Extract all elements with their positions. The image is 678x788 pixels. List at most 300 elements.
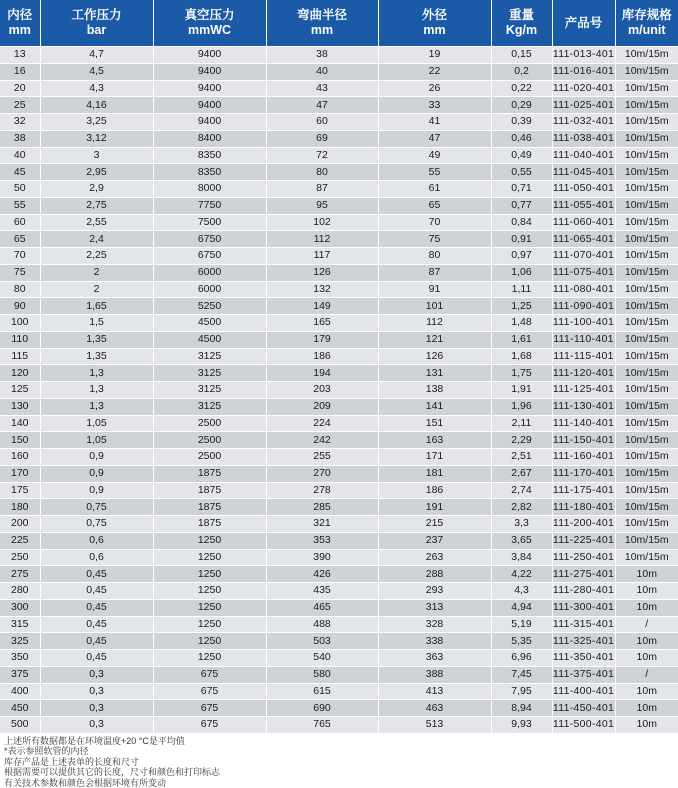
cell-stock-spec: 10m/15m bbox=[615, 449, 678, 466]
cell-product-code: 111-160-401 bbox=[552, 449, 615, 466]
table-row bbox=[0, 181, 678, 198]
cell-outer-diameter: 463 bbox=[378, 700, 491, 717]
table-row bbox=[0, 398, 678, 415]
cell-working-pressure: 1,05 bbox=[40, 432, 153, 449]
cell-vacuum-pressure: 2500 bbox=[153, 432, 266, 449]
cell-vacuum-pressure: 675 bbox=[153, 700, 266, 717]
cell-outer-diameter: 126 bbox=[378, 348, 491, 365]
cell-outer-diameter: 19 bbox=[378, 47, 491, 64]
cell-bend-radius: 95 bbox=[266, 197, 378, 214]
cell-bend-radius: 132 bbox=[266, 281, 378, 298]
table-row bbox=[0, 164, 678, 181]
cell-vacuum-pressure: 8000 bbox=[153, 181, 266, 198]
cell-weight: 0,84 bbox=[491, 214, 552, 231]
cell-bend-radius: 165 bbox=[266, 315, 378, 332]
cell-weight: 0,97 bbox=[491, 248, 552, 265]
cell-product-code: 111-450-401 bbox=[552, 700, 615, 717]
cell-working-pressure: 1,65 bbox=[40, 298, 153, 315]
cell-product-code: 111-013-401 bbox=[552, 47, 615, 64]
cell-stock-spec: 10m/15m bbox=[615, 164, 678, 181]
cell-bend-radius: 112 bbox=[266, 231, 378, 248]
cell-inner-diameter: 180 bbox=[0, 499, 40, 516]
cell-working-pressure: 0,9 bbox=[40, 465, 153, 482]
cell-weight: 0,71 bbox=[491, 181, 552, 198]
table-row bbox=[0, 80, 678, 97]
cell-outer-diameter: 26 bbox=[378, 80, 491, 97]
cell-bend-radius: 285 bbox=[266, 499, 378, 516]
table-row bbox=[0, 516, 678, 533]
cell-outer-diameter: 263 bbox=[378, 549, 491, 566]
table-row bbox=[0, 717, 678, 733]
cell-weight: 1,48 bbox=[491, 315, 552, 332]
cell-working-pressure: 2,75 bbox=[40, 197, 153, 214]
cell-working-pressure: 0,9 bbox=[40, 449, 153, 466]
cell-outer-diameter: 388 bbox=[378, 666, 491, 683]
cell-inner-diameter: 175 bbox=[0, 482, 40, 499]
cell-working-pressure: 1,3 bbox=[40, 382, 153, 399]
header-product-code: 产品号 bbox=[552, 0, 615, 47]
cell-inner-diameter: 150 bbox=[0, 432, 40, 449]
cell-weight: 2,51 bbox=[491, 449, 552, 466]
table-row bbox=[0, 214, 678, 231]
cell-vacuum-pressure: 8350 bbox=[153, 164, 266, 181]
cell-vacuum-pressure: 7750 bbox=[153, 197, 266, 214]
cell-stock-spec: 10m/15m bbox=[615, 130, 678, 147]
cell-vacuum-pressure: 4500 bbox=[153, 315, 266, 332]
cell-vacuum-pressure: 1250 bbox=[153, 566, 266, 583]
table-header bbox=[0, 0, 678, 47]
cell-inner-diameter: 55 bbox=[0, 197, 40, 214]
cell-weight: 0,49 bbox=[491, 147, 552, 164]
cell-product-code: 111-055-401 bbox=[552, 197, 615, 214]
cell-inner-diameter: 75 bbox=[0, 264, 40, 281]
cell-weight: 1,11 bbox=[491, 281, 552, 298]
cell-outer-diameter: 22 bbox=[378, 63, 491, 80]
cell-inner-diameter: 20 bbox=[0, 80, 40, 97]
cell-stock-spec: 10m/15m bbox=[615, 63, 678, 80]
cell-vacuum-pressure: 7500 bbox=[153, 214, 266, 231]
cell-weight: 0,91 bbox=[491, 231, 552, 248]
table-row bbox=[0, 532, 678, 549]
cell-vacuum-pressure: 9400 bbox=[153, 114, 266, 131]
cell-vacuum-pressure: 6750 bbox=[153, 231, 266, 248]
cell-bend-radius: 503 bbox=[266, 633, 378, 650]
cell-outer-diameter: 313 bbox=[378, 599, 491, 616]
cell-inner-diameter: 38 bbox=[0, 130, 40, 147]
cell-working-pressure: 0,6 bbox=[40, 532, 153, 549]
cell-weight: 1,75 bbox=[491, 365, 552, 382]
table-row bbox=[0, 599, 678, 616]
cell-stock-spec: 10m/15m bbox=[615, 348, 678, 365]
cell-inner-diameter: 200 bbox=[0, 516, 40, 533]
cell-bend-radius: 149 bbox=[266, 298, 378, 315]
table-row bbox=[0, 666, 678, 683]
cell-vacuum-pressure: 1250 bbox=[153, 633, 266, 650]
cell-bend-radius: 102 bbox=[266, 214, 378, 231]
cell-vacuum-pressure: 1250 bbox=[153, 599, 266, 616]
cell-product-code: 111-065-401 bbox=[552, 231, 615, 248]
cell-bend-radius: 540 bbox=[266, 650, 378, 667]
cell-bend-radius: 321 bbox=[266, 516, 378, 533]
cell-inner-diameter: 275 bbox=[0, 566, 40, 583]
cell-working-pressure: 2,95 bbox=[40, 164, 153, 181]
cell-stock-spec: 10m/15m bbox=[615, 398, 678, 415]
header-outer-diameter: 外径 mm bbox=[378, 0, 491, 47]
cell-inner-diameter: 500 bbox=[0, 717, 40, 733]
cell-bend-radius: 435 bbox=[266, 583, 378, 600]
cell-inner-diameter: 60 bbox=[0, 214, 40, 231]
cell-vacuum-pressure: 1250 bbox=[153, 650, 266, 667]
table-row bbox=[0, 700, 678, 717]
cell-inner-diameter: 120 bbox=[0, 365, 40, 382]
cell-stock-spec: 10m/15m bbox=[615, 114, 678, 131]
cell-working-pressure: 0,45 bbox=[40, 650, 153, 667]
cell-vacuum-pressure: 8350 bbox=[153, 147, 266, 164]
cell-product-code: 111-315-401 bbox=[552, 616, 615, 633]
cell-bend-radius: 242 bbox=[266, 432, 378, 449]
cell-vacuum-pressure: 3125 bbox=[153, 348, 266, 365]
cell-inner-diameter: 45 bbox=[0, 164, 40, 181]
cell-stock-spec: 10m/15m bbox=[615, 315, 678, 332]
cell-weight: 0,29 bbox=[491, 97, 552, 114]
cell-product-code: 111-120-401 bbox=[552, 365, 615, 382]
cell-bend-radius: 255 bbox=[266, 449, 378, 466]
table-row bbox=[0, 315, 678, 332]
cell-outer-diameter: 91 bbox=[378, 281, 491, 298]
cell-bend-radius: 426 bbox=[266, 566, 378, 583]
cell-vacuum-pressure: 9400 bbox=[153, 47, 266, 64]
cell-working-pressure: 0,3 bbox=[40, 683, 153, 700]
table-row bbox=[0, 231, 678, 248]
cell-product-code: 111-170-401 bbox=[552, 465, 615, 482]
cell-product-code: 111-180-401 bbox=[552, 499, 615, 516]
cell-stock-spec: 10m/15m bbox=[615, 432, 678, 449]
cell-working-pressure: 0,3 bbox=[40, 666, 153, 683]
cell-working-pressure: 0,45 bbox=[40, 583, 153, 600]
cell-product-code: 111-016-401 bbox=[552, 63, 615, 80]
table-row bbox=[0, 248, 678, 265]
cell-stock-spec: 10m bbox=[615, 583, 678, 600]
cell-weight: 1,06 bbox=[491, 264, 552, 281]
cell-bend-radius: 270 bbox=[266, 465, 378, 482]
cell-inner-diameter: 450 bbox=[0, 700, 40, 717]
cell-weight: 0,15 bbox=[491, 47, 552, 64]
cell-bend-radius: 278 bbox=[266, 482, 378, 499]
header-stock-spec: 库存规格 m/unit bbox=[615, 0, 678, 47]
cell-weight: 5,19 bbox=[491, 616, 552, 633]
cell-product-code: 111-250-401 bbox=[552, 549, 615, 566]
cell-working-pressure: 1,05 bbox=[40, 415, 153, 432]
cell-outer-diameter: 47 bbox=[378, 130, 491, 147]
table-row bbox=[0, 114, 678, 131]
cell-inner-diameter: 50 bbox=[0, 181, 40, 198]
cell-stock-spec: 10m/15m bbox=[615, 281, 678, 298]
cell-stock-spec: 10m/15m bbox=[615, 264, 678, 281]
cell-working-pressure: 0,45 bbox=[40, 566, 153, 583]
cell-outer-diameter: 141 bbox=[378, 398, 491, 415]
cell-bend-radius: 203 bbox=[266, 382, 378, 399]
cell-weight: 6,96 bbox=[491, 650, 552, 667]
table-row bbox=[0, 432, 678, 449]
cell-inner-diameter: 16 bbox=[0, 63, 40, 80]
table-row bbox=[0, 331, 678, 348]
cell-working-pressure: 3,25 bbox=[40, 114, 153, 131]
header-inner-diameter: 内径 mm bbox=[0, 0, 40, 47]
cell-working-pressure: 2,9 bbox=[40, 181, 153, 198]
cell-working-pressure: 4,7 bbox=[40, 47, 153, 64]
table-row bbox=[0, 482, 678, 499]
cell-vacuum-pressure: 6000 bbox=[153, 281, 266, 298]
cell-vacuum-pressure: 8400 bbox=[153, 130, 266, 147]
cell-stock-spec: 10m bbox=[615, 566, 678, 583]
cell-stock-spec: 10m bbox=[615, 683, 678, 700]
cell-bend-radius: 80 bbox=[266, 164, 378, 181]
cell-product-code: 111-110-401 bbox=[552, 331, 615, 348]
cell-working-pressure: 3 bbox=[40, 147, 153, 164]
cell-working-pressure: 2,55 bbox=[40, 214, 153, 231]
cell-outer-diameter: 55 bbox=[378, 164, 491, 181]
cell-bend-radius: 72 bbox=[266, 147, 378, 164]
cell-working-pressure: 1,5 bbox=[40, 315, 153, 332]
table-row bbox=[0, 130, 678, 147]
cell-inner-diameter: 115 bbox=[0, 348, 40, 365]
cell-outer-diameter: 101 bbox=[378, 298, 491, 315]
cell-product-code: 111-140-401 bbox=[552, 415, 615, 432]
cell-weight: 4,94 bbox=[491, 599, 552, 616]
cell-outer-diameter: 513 bbox=[378, 717, 491, 733]
cell-bend-radius: 87 bbox=[266, 181, 378, 198]
cell-product-code: 111-070-401 bbox=[552, 248, 615, 265]
cell-working-pressure: 0,45 bbox=[40, 599, 153, 616]
cell-weight: 0,77 bbox=[491, 197, 552, 214]
cell-vacuum-pressure: 1250 bbox=[153, 549, 266, 566]
cell-vacuum-pressure: 9400 bbox=[153, 97, 266, 114]
cell-weight: 1,96 bbox=[491, 398, 552, 415]
cell-product-code: 111-350-401 bbox=[552, 650, 615, 667]
cell-stock-spec: 10m/15m bbox=[615, 80, 678, 97]
cell-working-pressure: 2,4 bbox=[40, 231, 153, 248]
cell-weight: 2,11 bbox=[491, 415, 552, 432]
cell-product-code: 111-115-401 bbox=[552, 348, 615, 365]
cell-weight: 1,91 bbox=[491, 382, 552, 399]
cell-vacuum-pressure: 1250 bbox=[153, 616, 266, 633]
table-row bbox=[0, 197, 678, 214]
cell-bend-radius: 186 bbox=[266, 348, 378, 365]
cell-weight: 0,22 bbox=[491, 80, 552, 97]
cell-outer-diameter: 49 bbox=[378, 147, 491, 164]
table-row bbox=[0, 281, 678, 298]
cell-stock-spec: 10m/15m bbox=[615, 482, 678, 499]
cell-bend-radius: 615 bbox=[266, 683, 378, 700]
cell-bend-radius: 390 bbox=[266, 549, 378, 566]
table-row bbox=[0, 264, 678, 281]
cell-weight: 2,74 bbox=[491, 482, 552, 499]
cell-stock-spec: 10m/15m bbox=[615, 97, 678, 114]
cell-inner-diameter: 130 bbox=[0, 398, 40, 415]
cell-bend-radius: 690 bbox=[266, 700, 378, 717]
cell-working-pressure: 0,9 bbox=[40, 482, 153, 499]
table-row bbox=[0, 348, 678, 365]
cell-inner-diameter: 32 bbox=[0, 114, 40, 131]
cell-bend-radius: 765 bbox=[266, 717, 378, 733]
cell-inner-diameter: 375 bbox=[0, 666, 40, 683]
cell-product-code: 111-090-401 bbox=[552, 298, 615, 315]
cell-weight: 7,95 bbox=[491, 683, 552, 700]
cell-product-code: 111-060-401 bbox=[552, 214, 615, 231]
table-row bbox=[0, 147, 678, 164]
cell-weight: 2,82 bbox=[491, 499, 552, 516]
cell-stock-spec: 10m bbox=[615, 633, 678, 650]
cell-product-code: 111-375-401 bbox=[552, 666, 615, 683]
cell-stock-spec: 10m bbox=[615, 717, 678, 733]
cell-vacuum-pressure: 9400 bbox=[153, 80, 266, 97]
cell-outer-diameter: 288 bbox=[378, 566, 491, 583]
cell-inner-diameter: 400 bbox=[0, 683, 40, 700]
cell-weight: 3,84 bbox=[491, 549, 552, 566]
cell-outer-diameter: 87 bbox=[378, 264, 491, 281]
cell-outer-diameter: 413 bbox=[378, 683, 491, 700]
header-working-pressure: 工作压力 bar bbox=[40, 0, 153, 47]
cell-weight: 0,39 bbox=[491, 114, 552, 131]
cell-outer-diameter: 65 bbox=[378, 197, 491, 214]
cell-working-pressure: 0,3 bbox=[40, 700, 153, 717]
cell-weight: 0,2 bbox=[491, 63, 552, 80]
cell-stock-spec: 10m bbox=[615, 650, 678, 667]
cell-working-pressure: 0,75 bbox=[40, 516, 153, 533]
cell-stock-spec: / bbox=[615, 616, 678, 633]
table-row bbox=[0, 382, 678, 399]
cell-product-code: 111-500-401 bbox=[552, 717, 615, 733]
cell-stock-spec: 10m/15m bbox=[615, 532, 678, 549]
cell-inner-diameter: 40 bbox=[0, 147, 40, 164]
cell-inner-diameter: 225 bbox=[0, 532, 40, 549]
table-row bbox=[0, 449, 678, 466]
cell-weight: 1,25 bbox=[491, 298, 552, 315]
cell-inner-diameter: 70 bbox=[0, 248, 40, 265]
cell-stock-spec: 10m/15m bbox=[615, 465, 678, 482]
cell-bend-radius: 117 bbox=[266, 248, 378, 265]
cell-bend-radius: 38 bbox=[266, 47, 378, 64]
table-row bbox=[0, 415, 678, 432]
cell-outer-diameter: 186 bbox=[378, 482, 491, 499]
cell-product-code: 111-300-401 bbox=[552, 599, 615, 616]
table-row bbox=[0, 633, 678, 650]
header-weight: 重量 Kg/m bbox=[491, 0, 552, 47]
cell-weight: 4,3 bbox=[491, 583, 552, 600]
cell-weight: 4,22 bbox=[491, 566, 552, 583]
cell-outer-diameter: 41 bbox=[378, 114, 491, 131]
cell-vacuum-pressure: 1875 bbox=[153, 516, 266, 533]
cell-vacuum-pressure: 2500 bbox=[153, 415, 266, 432]
footnote-line: 上述所有数据都是在环境温度+20 °C是平均值 bbox=[4, 735, 185, 746]
cell-bend-radius: 47 bbox=[266, 97, 378, 114]
cell-product-code: 111-100-401 bbox=[552, 315, 615, 332]
cell-outer-diameter: 138 bbox=[378, 382, 491, 399]
cell-stock-spec: 10m/15m bbox=[615, 147, 678, 164]
cell-vacuum-pressure: 675 bbox=[153, 717, 266, 733]
cell-inner-diameter: 325 bbox=[0, 633, 40, 650]
cell-outer-diameter: 33 bbox=[378, 97, 491, 114]
cell-stock-spec: / bbox=[615, 666, 678, 683]
cell-product-code: 111-020-401 bbox=[552, 80, 615, 97]
cell-outer-diameter: 338 bbox=[378, 633, 491, 650]
cell-vacuum-pressure: 675 bbox=[153, 683, 266, 700]
header-row bbox=[0, 0, 678, 47]
cell-stock-spec: 10m/15m bbox=[615, 181, 678, 198]
table-row bbox=[0, 566, 678, 583]
cell-working-pressure: 1,3 bbox=[40, 365, 153, 382]
cell-product-code: 111-130-401 bbox=[552, 398, 615, 415]
cell-inner-diameter: 315 bbox=[0, 616, 40, 633]
cell-stock-spec: 10m/15m bbox=[615, 516, 678, 533]
cell-outer-diameter: 191 bbox=[378, 499, 491, 516]
cell-weight: 1,68 bbox=[491, 348, 552, 365]
cell-vacuum-pressure: 1250 bbox=[153, 532, 266, 549]
cell-inner-diameter: 125 bbox=[0, 382, 40, 399]
cell-vacuum-pressure: 6750 bbox=[153, 248, 266, 265]
cell-bend-radius: 580 bbox=[266, 666, 378, 683]
cell-inner-diameter: 350 bbox=[0, 650, 40, 667]
cell-product-code: 111-175-401 bbox=[552, 482, 615, 499]
cell-inner-diameter: 65 bbox=[0, 231, 40, 248]
cell-working-pressure: 1,35 bbox=[40, 348, 153, 365]
table-row bbox=[0, 63, 678, 80]
cell-working-pressure: 0,3 bbox=[40, 717, 153, 733]
footnote-line: 根据需要可以提供其它的长度，尺寸和颜色和打印标志 bbox=[4, 767, 221, 778]
cell-bend-radius: 224 bbox=[266, 415, 378, 432]
cell-inner-diameter: 110 bbox=[0, 331, 40, 348]
cell-inner-diameter: 280 bbox=[0, 583, 40, 600]
header-vacuum-pressure: 真空压力 mmWC bbox=[153, 0, 266, 47]
cell-bend-radius: 126 bbox=[266, 264, 378, 281]
cell-stock-spec: 10m/15m bbox=[615, 365, 678, 382]
cell-inner-diameter: 80 bbox=[0, 281, 40, 298]
cell-outer-diameter: 237 bbox=[378, 532, 491, 549]
cell-outer-diameter: 328 bbox=[378, 616, 491, 633]
cell-weight: 0,46 bbox=[491, 130, 552, 147]
cell-outer-diameter: 112 bbox=[378, 315, 491, 332]
cell-inner-diameter: 250 bbox=[0, 549, 40, 566]
cell-weight: 3,3 bbox=[491, 516, 552, 533]
cell-stock-spec: 10m bbox=[615, 700, 678, 717]
cell-working-pressure: 1,3 bbox=[40, 398, 153, 415]
cell-inner-diameter: 140 bbox=[0, 415, 40, 432]
table-row bbox=[0, 650, 678, 667]
cell-stock-spec: 10m/15m bbox=[615, 231, 678, 248]
table-row bbox=[0, 499, 678, 516]
cell-working-pressure: 1,35 bbox=[40, 331, 153, 348]
cell-product-code: 111-280-401 bbox=[552, 583, 615, 600]
cell-outer-diameter: 75 bbox=[378, 231, 491, 248]
cell-working-pressure: 2,25 bbox=[40, 248, 153, 265]
cell-stock-spec: 10m/15m bbox=[615, 214, 678, 231]
cell-product-code: 111-080-401 bbox=[552, 281, 615, 298]
table-row bbox=[0, 583, 678, 600]
cell-product-code: 111-400-401 bbox=[552, 683, 615, 700]
cell-outer-diameter: 61 bbox=[378, 181, 491, 198]
cell-inner-diameter: 13 bbox=[0, 47, 40, 64]
cell-outer-diameter: 131 bbox=[378, 365, 491, 382]
cell-stock-spec: 10m/15m bbox=[615, 415, 678, 432]
cell-inner-diameter: 90 bbox=[0, 298, 40, 315]
cell-weight: 5,35 bbox=[491, 633, 552, 650]
cell-inner-diameter: 160 bbox=[0, 449, 40, 466]
cell-vacuum-pressure: 9400 bbox=[153, 63, 266, 80]
cell-vacuum-pressure: 3125 bbox=[153, 398, 266, 415]
cell-vacuum-pressure: 1875 bbox=[153, 465, 266, 482]
cell-weight: 1,61 bbox=[491, 331, 552, 348]
cell-weight: 2,67 bbox=[491, 465, 552, 482]
